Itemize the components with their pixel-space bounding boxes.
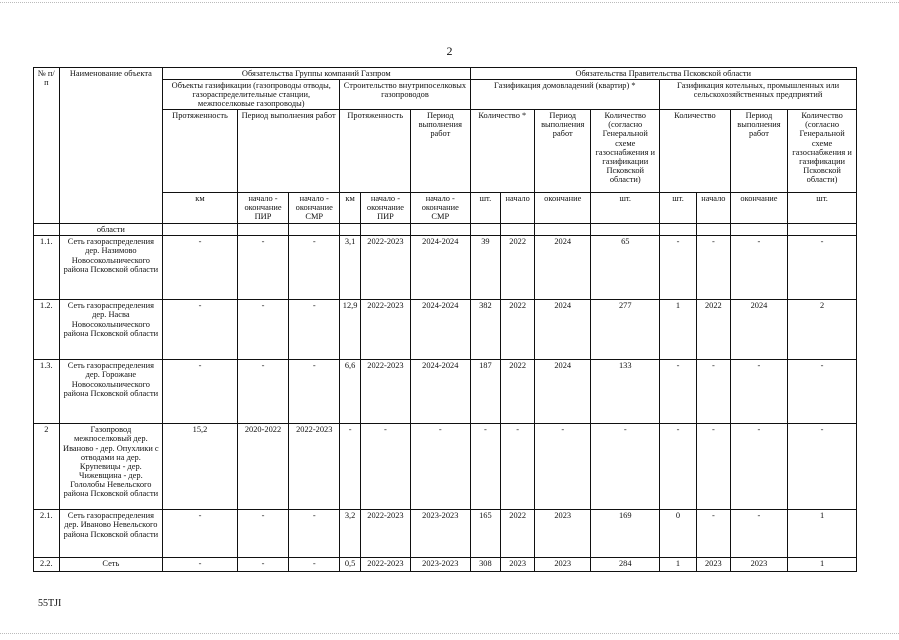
header-count-star: Количество *: [470, 110, 535, 193]
row-cell: 165: [470, 510, 501, 558]
row-cell: 2022: [501, 360, 535, 424]
unit-sht-4: шт.: [788, 193, 857, 224]
row-cell: -: [788, 236, 857, 300]
row-object-name: Сеть газораспределения дер. Иваново Невельского района Псковской области: [59, 510, 162, 558]
unit-sht-2: шт.: [591, 193, 660, 224]
row-cell: 2024-2024: [411, 360, 470, 424]
row-object-name: Сеть газораспределения дер. Насва Новосокольнического района Псковской области: [59, 300, 162, 360]
row-cell: -: [696, 236, 730, 300]
table-row: [34, 424, 857, 510]
row-number: 1.1.: [34, 236, 60, 300]
unit-sht-3: шт.: [660, 193, 697, 224]
row-cell: 2022: [501, 300, 535, 360]
row-cell: -: [289, 510, 340, 558]
row-cell: -: [163, 510, 238, 558]
row-cell: -: [696, 360, 730, 424]
row-cell: 308: [470, 558, 501, 572]
row-cell: -: [696, 510, 730, 558]
header-pskov: Обязательства Правительства Псковской области: [470, 68, 856, 80]
row-cell: -: [237, 236, 288, 300]
header-row-1: [34, 68, 857, 80]
header-period-3: Период выполнения работ: [535, 110, 591, 193]
row-cell: 2024: [730, 300, 787, 360]
row-cell: 1: [788, 558, 857, 572]
scan-edge-bottom: [0, 633, 899, 634]
row-cell: 12,9: [340, 300, 360, 360]
header-pskov-households: Газификация домовладений (квартир) *: [470, 80, 660, 110]
row-cell: -: [289, 360, 340, 424]
unit-end-2: окончание: [730, 193, 787, 224]
row-cell: 2023: [696, 558, 730, 572]
header-period: Период выполнения работ: [237, 110, 339, 193]
unit-start: начало: [501, 193, 535, 224]
row-cell: 2024-2024: [411, 300, 470, 360]
row-cell: 2022: [696, 300, 730, 360]
row-cell: 2024: [535, 300, 591, 360]
row-cell: 2023: [730, 558, 787, 572]
row-cell: -: [163, 360, 238, 424]
header-qty-scheme: Количество (согласно Генеральной схеме газоснабжения и газификации Псковской области): [591, 110, 660, 193]
row-cell: 2022-2023: [360, 510, 410, 558]
row-cell: -: [237, 300, 288, 360]
header-gazprom-construction: Строительство внутрипоселковых газопроводов: [340, 80, 470, 110]
row-cell: 2024-2024: [411, 236, 470, 300]
row-cell: 2024: [535, 360, 591, 424]
carry-over-row: [34, 224, 857, 236]
row-cell: 2020-2022: [237, 424, 288, 510]
footer-code: 55TJI: [38, 598, 62, 609]
header-length-2: Протяженность: [340, 110, 411, 193]
row-cell: -: [730, 360, 787, 424]
row-cell: 2: [788, 300, 857, 360]
row-cell: 3,1: [340, 236, 360, 300]
table-row: [34, 300, 857, 360]
data-rows: [34, 236, 857, 572]
header-pskov-boilers: Газификация котельных, промышленных или сельскохозяйственных предприятий: [660, 80, 857, 110]
row-cell: 6,6: [340, 360, 360, 424]
header-gazprom: Обязательства Группы компаний Газпром: [163, 68, 470, 80]
row-cell: 2022-2023: [360, 300, 410, 360]
row-cell: -: [470, 424, 501, 510]
row-cell: 2023-2023: [411, 510, 470, 558]
row-cell: 15,2: [163, 424, 238, 510]
row-cell: -: [237, 360, 288, 424]
row-cell: 2023-2023: [411, 558, 470, 572]
unit-km-2: км: [340, 193, 360, 224]
row-cell: 2022-2023: [360, 236, 410, 300]
row-cell: 277: [591, 300, 660, 360]
unit-start-2: начало: [696, 193, 730, 224]
unit-pir-2: начало - окончание ПИР: [360, 193, 410, 224]
row-number: 2: [34, 424, 60, 510]
header-period-4: Период выполнения работ: [730, 110, 787, 193]
row-cell: 2023: [535, 510, 591, 558]
row-cell: -: [289, 558, 340, 572]
row-cell: 2022: [501, 236, 535, 300]
row-cell: 2022-2023: [360, 558, 410, 572]
row-object-name: Сеть: [59, 558, 162, 572]
carry-over-text: области: [59, 224, 162, 236]
page-number: 2: [446, 44, 453, 58]
row-cell: 0,5: [340, 558, 360, 572]
row-cell: -: [163, 236, 238, 300]
row-cell: 284: [591, 558, 660, 572]
row-cell: 0: [660, 510, 697, 558]
row-cell: 2023: [535, 558, 591, 572]
unit-km: км: [163, 193, 238, 224]
unit-smr-2: начало - окончание СМР: [411, 193, 470, 224]
row-cell: -: [163, 300, 238, 360]
header-period-2: Период выполнения работ: [411, 110, 470, 193]
row-object-name: Газопровод межпоселковый дер. Иваново - дер. Опухлики с отводами на дер. Крупевицы - дер. Чижевщина - дер. Гололобы Невельского района Псковской области: [59, 424, 162, 510]
header-col-name: Наименование объекта: [59, 68, 162, 224]
row-cell: -: [730, 510, 787, 558]
row-cell: 133: [591, 360, 660, 424]
row-cell: -: [535, 424, 591, 510]
row-cell: 2022-2023: [360, 360, 410, 424]
unit-pir: начало - окончание ПИР: [237, 193, 288, 224]
row-cell: -: [289, 300, 340, 360]
row-cell: -: [730, 236, 787, 300]
row-cell: -: [788, 360, 857, 424]
row-cell: -: [788, 424, 857, 510]
row-cell: -: [360, 424, 410, 510]
row-cell: 3,2: [340, 510, 360, 558]
row-cell: -: [660, 236, 697, 300]
row-cell: -: [411, 424, 470, 510]
row-cell: -: [591, 424, 660, 510]
header-length: Протяженность: [163, 110, 238, 193]
row-cell: 2022-2023: [289, 424, 340, 510]
row-cell: -: [696, 424, 730, 510]
table-row: [34, 510, 857, 558]
scan-edge-top: [0, 2, 899, 3]
obligations-table: [33, 67, 857, 572]
header-qty-scheme-2: Количество (согласно Генеральной схеме газоснабжения и газификации Псковской области): [788, 110, 857, 193]
row-cell: 39: [470, 236, 501, 300]
row-cell: -: [289, 236, 340, 300]
row-cell: -: [501, 424, 535, 510]
row-cell: -: [237, 510, 288, 558]
table-row: [34, 236, 857, 300]
row-cell: -: [163, 558, 238, 572]
table-row: [34, 360, 857, 424]
row-object-name: Сеть газораспределения дер. Назимово Новосокольнического района Псковской области: [59, 236, 162, 300]
row-cell: 382: [470, 300, 501, 360]
table-row: [34, 558, 857, 572]
row-cell: 1: [660, 300, 697, 360]
row-cell: 2023: [501, 558, 535, 572]
row-cell: -: [660, 424, 697, 510]
header-col-no: № п/п: [34, 68, 60, 224]
row-cell: -: [730, 424, 787, 510]
row-cell: 169: [591, 510, 660, 558]
row-cell: -: [340, 424, 360, 510]
row-number: 1.3.: [34, 360, 60, 424]
row-object-name: Сеть газораспределения дер. Горожане Новосокольнического района Псковской области: [59, 360, 162, 424]
row-cell: -: [237, 558, 288, 572]
unit-smr: начало - окончание СМР: [289, 193, 340, 224]
row-number: 1.2.: [34, 300, 60, 360]
unit-sht: шт.: [470, 193, 501, 224]
row-cell: 2022: [501, 510, 535, 558]
unit-end: окончание: [535, 193, 591, 224]
row-number: 2.2.: [34, 558, 60, 572]
row-cell: 1: [788, 510, 857, 558]
header-gazprom-objects: Объекты газификации (газопроводы отводы, газораспределительные станции, межпоселковые газопроводы): [163, 80, 340, 110]
row-cell: -: [660, 360, 697, 424]
row-cell: 65: [591, 236, 660, 300]
row-cell: 187: [470, 360, 501, 424]
row-cell: 1: [660, 558, 697, 572]
row-number: 2.1.: [34, 510, 60, 558]
header-count: Количество: [660, 110, 731, 193]
row-cell: 2024: [535, 236, 591, 300]
